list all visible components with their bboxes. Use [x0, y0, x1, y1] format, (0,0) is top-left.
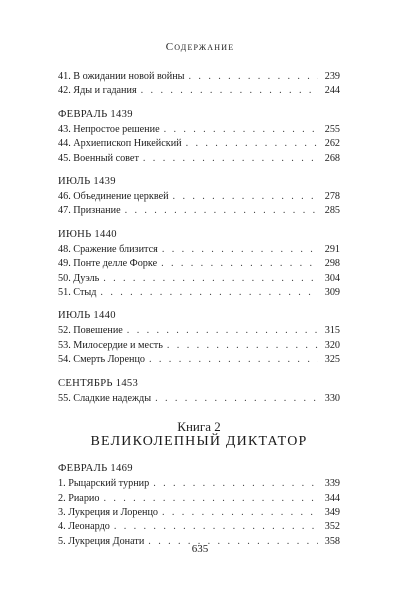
chapter-title: 42. Яды и гадания — [58, 85, 137, 97]
chapter-title: 41. В ожидании новой войны — [58, 71, 185, 82]
toc-group — [58, 228, 340, 301]
chapter-title: 3. Лукреция и Лоренцо — [58, 506, 158, 518]
toc-group — [58, 462, 340, 549]
section-heading: ФЕВРАЛЬ 1469 — [58, 463, 133, 475]
toc-entry — [58, 506, 340, 520]
chapter-title: 49. Понте делле Форке — [58, 258, 158, 270]
section-heading: СЕНТЯБРЬ 1453 — [58, 377, 139, 389]
chapter-page-number: 239 — [324, 71, 340, 82]
dot-leader — [143, 152, 318, 166]
chapter-title: 55. Сладкие надежды — [58, 392, 152, 404]
dot-leader — [173, 190, 318, 204]
chapter-page-number: 358 — [324, 535, 340, 547]
chapter-title: 1. Рыцарский турнир — [58, 478, 150, 490]
chapter-page-number: 285 — [324, 205, 340, 217]
toc-section-book-2 — [58, 462, 340, 549]
section-heading: ИЮНЬ 1440 — [58, 228, 117, 240]
toc-group — [58, 175, 340, 219]
chapter-title: 46. Объединение церквей — [58, 191, 169, 203]
section-heading: ИЮЛЬ 1439 — [58, 176, 116, 188]
dot-leader — [164, 123, 318, 137]
toc-entry — [58, 477, 340, 491]
book-label: Книга 2 — [177, 419, 221, 435]
toc-entry — [58, 123, 340, 137]
chapter-page-number: 339 — [324, 478, 340, 490]
chapter-page-number: 320 — [324, 339, 340, 351]
page-number: 635 — [191, 543, 209, 555]
toc-entry — [58, 353, 340, 367]
dot-leader — [103, 272, 318, 286]
chapter-title: 50. Дуэль — [58, 272, 100, 284]
dot-leader — [162, 243, 318, 257]
chapter-page-number: 304 — [324, 272, 340, 284]
toc-entry — [58, 152, 340, 166]
chapter-title: 54. Смерть Лоренцо — [58, 354, 146, 366]
chapter-page-number: 344 — [324, 492, 340, 504]
toc-entry — [58, 324, 340, 338]
chapter-page-number: 330 — [324, 392, 340, 404]
dot-leader — [161, 257, 318, 271]
chapter-page-number: 255 — [324, 123, 340, 135]
table-of-contents — [58, 70, 340, 558]
chapter-page-number: 244 — [324, 85, 340, 97]
toc-entry — [58, 272, 340, 286]
dot-leader — [167, 339, 318, 353]
toc-entry — [58, 492, 340, 506]
chapter-page-number: 315 — [324, 325, 340, 337]
toc-entry — [58, 84, 340, 98]
toc-entry — [58, 243, 340, 257]
toc-entry — [58, 257, 340, 271]
toc-group — [58, 377, 340, 406]
chapter-page-number: 278 — [324, 191, 340, 203]
dot-leader — [162, 506, 318, 520]
chapter-page-number: 325 — [324, 354, 340, 366]
chapter-title: 51. Стыд — [58, 287, 97, 299]
chapter-title: 2. Риарио — [58, 492, 100, 504]
chapter-page-number: 298 — [324, 258, 340, 270]
dot-leader — [153, 477, 318, 491]
toc-entry — [58, 339, 340, 353]
book-title: ВЕЛИКОЛЕПНЫЙ ДИКТАТОР — [90, 434, 308, 450]
toc-entry — [58, 286, 340, 300]
toc-section-book-1 — [58, 70, 340, 406]
dot-leader — [155, 392, 318, 406]
dot-leader — [127, 324, 318, 338]
toc-group — [58, 309, 340, 367]
chapter-page-number: 352 — [324, 521, 340, 533]
dot-leader — [114, 520, 318, 534]
chapter-title: 43. Непростое решение — [58, 123, 160, 135]
chapter-page-number: 262 — [324, 138, 340, 150]
chapter-title: 47. Признание — [58, 205, 121, 217]
toc-group — [58, 70, 340, 99]
dot-leader — [149, 353, 318, 367]
section-heading: ИЮЛЬ 1440 — [58, 310, 116, 322]
chapter-title: 4. Леонардо — [58, 521, 110, 533]
chapter-title: 52. Повешение — [58, 325, 123, 337]
chapter-title: 53. Милосердие и месть — [58, 339, 163, 351]
chapter-title: 44. Архиепископ Никейский — [58, 138, 182, 150]
toc-entry — [58, 190, 340, 204]
dot-leader — [186, 137, 318, 151]
toc-entry — [58, 520, 340, 534]
dot-leader — [100, 286, 318, 300]
dot-leader — [125, 204, 318, 218]
chapter-page-number: 349 — [324, 506, 340, 518]
chapter-title: 45. Военный совет — [58, 152, 139, 164]
dot-leader — [141, 84, 318, 98]
book-heading — [58, 420, 340, 450]
toc-entry — [58, 70, 340, 84]
chapter-title: 48. Сражение близится — [58, 243, 158, 255]
running-head: Содержание — [165, 41, 235, 53]
dot-leader — [103, 492, 318, 506]
chapter-page-number: 268 — [324, 152, 340, 164]
toc-entry — [58, 392, 340, 406]
section-heading: ФЕВРАЛЬ 1439 — [58, 108, 133, 120]
toc-entry — [58, 137, 340, 151]
dot-leader — [189, 70, 318, 84]
chapter-page-number: 291 — [324, 243, 340, 255]
chapter-page-number: 309 — [324, 287, 340, 299]
toc-entry — [58, 204, 340, 218]
chapter-title: 5. Лукреция Донати — [58, 535, 145, 547]
toc-group — [58, 108, 340, 166]
